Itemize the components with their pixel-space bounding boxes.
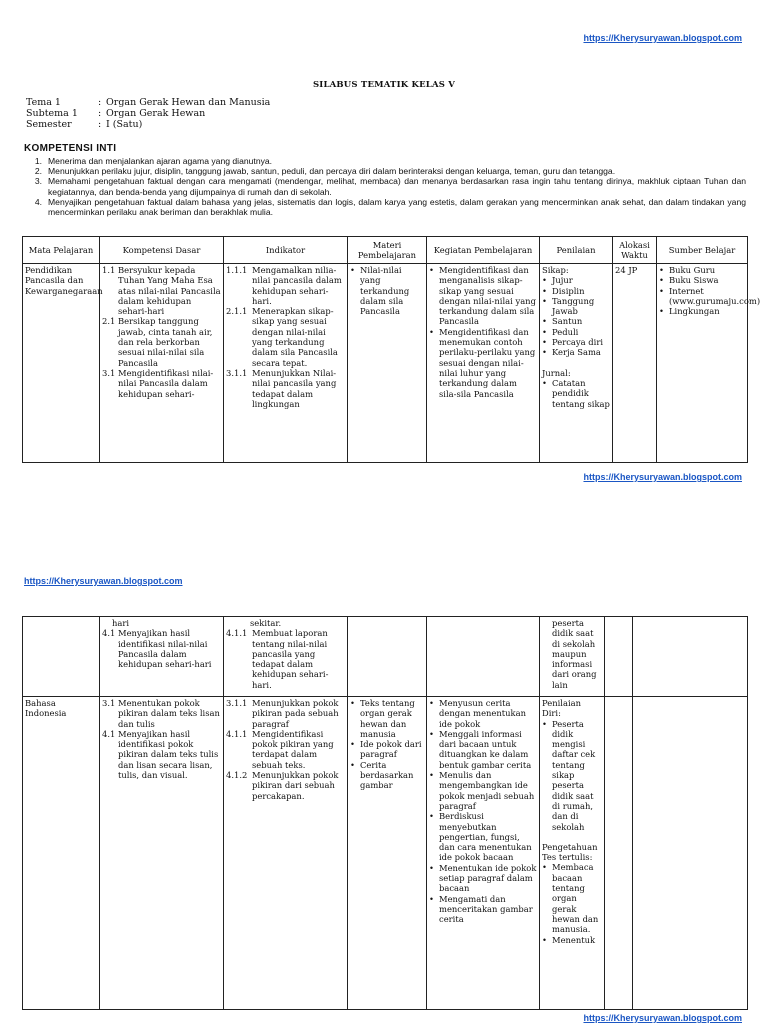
cell-penilaian (540, 264, 613, 463)
cell-alokasi: 24 JP (613, 264, 657, 463)
kegiatan-item (429, 729, 537, 770)
cell-kd (100, 264, 224, 463)
pengetahuan-label: Pengetahuan (542, 841, 598, 852)
blog-link-mid-left[interactable]: https://Kherysuryawan.blogspot.com (24, 576, 183, 586)
syllabus-table-page2 (22, 616, 748, 1010)
tes-item (542, 935, 602, 945)
kd-item-text: Menyajikan hasil identifikasi pokok pikiran dalam teks tulis dan lisan secara lisan, tulis, dan visual. (118, 728, 219, 781)
cell-indikator-cont: sekitar. 4.1.1 Membuat laporan tentang nilai-nilai pancasila yang tedapat dalam kehidupan sehari-hari. (224, 617, 348, 697)
sikap-item-text: Peduli (552, 326, 579, 337)
indikator-item (226, 306, 345, 368)
ki-item (24, 166, 746, 176)
indikator-item-num: 4.1.2 (226, 770, 248, 781)
kd-item-num: 1.1 (102, 265, 116, 275)
sumber-item-text: Lingkungan (669, 306, 720, 317)
cell-indikator (224, 264, 348, 463)
kd-item-num: 3.1 (102, 698, 116, 708)
ki-text: Menyajikan pengetahuan faktual dalam bahasa yang jelas, sistematis dan logis, dalam karya yang estetis, dalam gerakan yang mencerminkan anak sehat, dan dalam tindakan yang mencerminkan perilaku anak beriman dan berakhlak mulia. (48, 196, 746, 218)
blog-link-mid-right[interactable]: https://Kherysuryawan.blogspot.com (583, 472, 742, 482)
ki-heading: KOMPETENSI INTI (24, 143, 117, 154)
materi-item (350, 760, 424, 791)
sumber-item-text: Buku Guru (669, 265, 716, 275)
indikator-item-text: Mengamalkan nilia-nilai pancasila dalam kehidupan sehari-hari. (252, 265, 342, 306)
penilaian-diri-item-text: Peserta didik mengisi daftar cek tentang sikap peserta didik saat di rumah, dan di sekolah (552, 718, 596, 832)
kegiatan-item (429, 863, 537, 894)
ki-num: 3. (34, 176, 42, 187)
bullet-icon: • (429, 728, 434, 739)
ki-text: Menunjukkan perilaku jujur, disiplin, tanggung jawab, santun, peduli, dan percaya diri dalam berinteraksi dengan keluarga, teman, guru dan tetangga. (48, 166, 616, 177)
penilaian-diri-label: Penilaian Diri: (542, 698, 582, 719)
indikator-item-num: 4.1.1 (226, 628, 248, 639)
header-penilaian: Penilaian (540, 237, 613, 264)
table-row (23, 697, 748, 1010)
meta-sep: : (98, 97, 102, 108)
indikator-item-text: Menerapkan sikap-sikap yang sesuai dengan nilai-nilai yang terkandung dalam sila Pancasila secara tepat. (252, 306, 338, 368)
indikator-item-text: Mengidentifikasi pokok pikiran yang terdapat dalam sebuah teks. (252, 728, 334, 770)
kegiatan-item (429, 894, 537, 925)
bullet-icon: • (542, 326, 547, 337)
materi-item-text: Ide pokok dari paragraf (360, 739, 422, 760)
bullet-icon: • (350, 759, 355, 770)
meta-sep: : (98, 108, 102, 119)
sikap-item (542, 316, 610, 326)
meta-key: Subtema 1 (26, 108, 78, 119)
kd-item-text: Bersikap tanggung jawab, cinta tanah air, dan rela berkorban sesuai nilai-nilai sila Pancasila (118, 316, 213, 368)
sikap-item (542, 327, 610, 337)
indikator-item-text: Membuat laporan tentang nilai-nilai pancasila yang tedapat dalam kehidupan sehari-hari. (252, 628, 329, 690)
indikator-item (226, 698, 345, 729)
cell-materi (348, 697, 427, 1010)
kd-item-num: 2.1 (102, 316, 116, 327)
cell-penilaian (540, 697, 605, 1010)
cell-indikator (224, 697, 348, 1010)
jurnal-item (542, 378, 610, 409)
indikator-item-num: 4.1.1 (226, 728, 248, 739)
kd-item-text: Menyajikan hasil identifikasi nilai-nilai Pancasila dalam kehidupan sehari-hari (118, 628, 212, 670)
indikator-item-num: 3.1.1 (226, 367, 248, 378)
ki-item (24, 197, 746, 217)
sikap-item-text: Tanggung Jawab (552, 295, 595, 317)
sikap-item-text: Jujur (552, 275, 573, 286)
ki-item (24, 176, 746, 196)
kd-item (102, 265, 221, 316)
ki-num: 1. (34, 156, 42, 166)
ki-num: 2. (34, 166, 42, 177)
header-kegiatan: Kegiatan Pembelajaran (427, 237, 540, 264)
tes-label: Tes tertulis: (542, 852, 593, 863)
meta-key: Semester (26, 119, 72, 130)
bullet-icon: • (659, 275, 664, 286)
ki-item (24, 156, 746, 166)
kd-item (102, 368, 221, 399)
kd-item-num: 3.1 (102, 367, 116, 378)
kegiatan-item (429, 327, 537, 399)
table-row (23, 617, 748, 697)
bullet-icon: • (429, 811, 434, 822)
penilaian-jurnal-label: Jurnal: (542, 367, 571, 378)
materi-item (350, 739, 424, 760)
sumber-item (659, 265, 745, 275)
sikap-item (542, 337, 610, 347)
sumber-item (659, 275, 745, 285)
cell-materi (348, 264, 427, 463)
bullet-icon: • (350, 265, 355, 275)
sikap-item-text: Disiplin (552, 285, 585, 296)
ki-text: Menerima dan menjalankan ajaran agama yang dianutnya. (48, 156, 273, 166)
kd-item (102, 628, 221, 669)
indikator-item (226, 368, 345, 409)
materi-item-text: Nilai-nilai yang terkandung dalam sila Pancasila (360, 265, 410, 317)
indikator-item-text: Menunjukkan Nilai-nilai pancasila yang tedapat dalam lingkungan (252, 367, 337, 409)
kegiatan-item (429, 770, 537, 811)
kd-item-num: 4.1 (102, 728, 116, 739)
bullet-icon: • (542, 337, 547, 348)
cell-kd-cont: hari 4.1 Menyajikan hasil identifikasi nilai-nilai Pancasila dalam kehidupan sehari-hari (100, 617, 224, 697)
ki-num: 4. (34, 196, 42, 207)
indikator-item (226, 628, 345, 690)
kegiatan-item-text: Menentukan ide pokok setiap paragraf dalam bacaan (439, 862, 537, 894)
document-title: SILABUS TEMATIK KELAS V (312, 80, 456, 90)
bullet-icon: • (429, 265, 434, 275)
bullet-icon: • (429, 326, 434, 337)
header-materi: Materi Pembelajaran (348, 237, 427, 264)
ki-text: Memahami pengetahuan faktual dengan cara mengamati (mendengar, melihat, membaca) dan menanya berdasarkan rasa ingin tahu tentang dirinya, makhluk ciptaan Tuhan dan kegiatannya, dan benda-benda yang dijumpainya di rumah dan di sekolah. (48, 176, 746, 197)
bullet-icon: • (350, 739, 355, 750)
blog-link-top[interactable]: https://Kherysuryawan.blogspot.com (583, 33, 742, 43)
meta-value: I (Satu) (106, 119, 143, 130)
cell-kd (100, 697, 224, 1010)
blog-link-bottom[interactable]: https://Kherysuryawan.blogspot.com (583, 1013, 742, 1023)
meta-row (26, 108, 270, 119)
kd-item-text: Menentukan pokok pikiran dalam teks lisan dan tulis (118, 698, 220, 729)
bullet-icon: • (542, 295, 547, 306)
bullet-icon: • (350, 698, 355, 708)
header-indikator: Indikator (224, 237, 348, 264)
indikator-item (226, 729, 345, 770)
kd-item-text: Bersyukur kepada Tuhan Yang Maha Esa atas nilai-nilai Pancasila dalam kehidupan sehari-hari (118, 265, 221, 317)
kegiatan-item-text: Mengidentifikasi dan menemukan contoh perilaku-perilaku yang sesuai dengan nilai-nilai luhur yang terkandung dalam sila-sila Pancasila (439, 326, 536, 399)
indikator-item-num: 2.1.1 (226, 306, 248, 317)
bullet-icon: • (542, 934, 547, 945)
tes-item-text: Membaca bacaan tentang organ gerak hewan dan manusia. (552, 862, 599, 935)
kegiatan-item (429, 265, 537, 327)
jurnal-item-text: Catatan pendidik tentang sikap (552, 377, 610, 409)
kegiatan-item-text: Menulis dan mengembangkan ide pokok menjadi sebuah paragraf (439, 770, 535, 811)
header-sumber: Sumber Belajar (657, 237, 748, 264)
bullet-icon: • (429, 862, 434, 873)
indikator-item-text: Menunjukkan pokok pikiran pada sebuah paragraf (252, 698, 339, 729)
bullet-icon: • (659, 306, 664, 317)
bullet-icon: • (542, 862, 547, 873)
meta-value: Organ Gerak Hewan (106, 108, 206, 119)
bullet-icon: • (542, 275, 547, 286)
table-row (23, 264, 748, 463)
kd-item-num: 4.1 (102, 628, 116, 639)
table-header-row (23, 237, 748, 264)
sikap-item (542, 296, 610, 317)
sumber-item-text: Buku Siswa (669, 275, 719, 286)
sikap-item-text: Kerja Sama (552, 347, 601, 358)
sikap-item-text: Santun (552, 316, 583, 327)
indikator-item (226, 770, 345, 801)
syllabus-table-page1 (22, 236, 761, 463)
bullet-icon: • (659, 285, 664, 296)
sikap-item (542, 286, 610, 296)
meta-sep: : (98, 119, 102, 130)
bullet-icon: • (659, 265, 664, 275)
bullet-icon: • (542, 285, 547, 296)
sumber-item-text: Internet (www.gurumaju.com) (669, 285, 761, 306)
bullet-icon: • (542, 718, 547, 729)
meta-row (26, 119, 270, 130)
sikap-item-text: Percaya diri (552, 337, 604, 348)
meta-block (26, 97, 270, 130)
cell-sumber (657, 264, 761, 463)
ki-list (24, 156, 746, 217)
bullet-icon: • (542, 316, 547, 327)
cell-kegiatan (427, 697, 540, 1010)
cell-penilaian-cont: peserta didik saat di sekolah maupun informasi dari orang lain (540, 617, 605, 697)
sumber-item (659, 285, 761, 307)
kd-item-text: Mengidentifikasi nilai-nilai Pancasila dalam kehidupan sehari- (118, 367, 214, 399)
bullet-icon: • (429, 893, 434, 904)
meta-value: Organ Gerak Hewan dan Manusia (106, 97, 271, 108)
bullet-icon: • (429, 698, 434, 708)
indikator-item-num: 1.1.1 (226, 265, 248, 275)
kegiatan-item-text: Mengamati dan menceritakan gambar cerita (439, 893, 533, 925)
meta-key: Tema 1 (26, 97, 61, 108)
kd-item (102, 729, 221, 780)
kegiatan-item-text: Berdiskusi menyebutkan pengertian, fungsi, dan cara menentukan ide pokok bacaan (439, 811, 532, 863)
bullet-icon: • (429, 770, 434, 781)
materi-item-text: Teks tentang organ gerak hewan dan manusia (360, 698, 415, 739)
kegiatan-item-text: Menggali informasi dari bacaan untuk dituangkan ke dalam bentuk gambar cerita (439, 728, 532, 770)
materi-item (350, 698, 424, 739)
indikator-item-num: 3.1.1 (226, 698, 248, 708)
penilaian-diri-item (542, 719, 602, 832)
kegiatan-item-text: Menyusun cerita dengan menentukan ide pokok (439, 698, 526, 729)
kd-item (102, 316, 221, 367)
header-kd: Kompetensi Dasar (100, 237, 224, 264)
sikap-item (542, 275, 610, 285)
indikator-item-text: Menunjukkan pokok pikiran dari sebuah percakapan. (252, 770, 339, 801)
materi-item-text: Cerita berdasarkan gambar (360, 759, 414, 791)
penilaian-sikap-label: Sikap: (542, 265, 569, 275)
sumber-item (659, 306, 745, 316)
bullet-icon: • (542, 347, 547, 358)
sikap-item (542, 347, 610, 357)
header-mapel: Mata Pelajaran (23, 237, 100, 264)
kegiatan-item (429, 698, 537, 729)
tes-item (542, 862, 602, 934)
kegiatan-item-text: Mengidentifikasi dan menganalisis sikap-sikap yang sesuai dengan nilai-nilai yang terkandung dalam sila Pancasila (439, 265, 536, 327)
meta-row (26, 97, 270, 108)
cell-kegiatan (427, 264, 540, 463)
kd-item (102, 698, 221, 729)
tes-item-text: Menentuk (552, 934, 596, 945)
header-alokasi: Alokasi Waktu (613, 237, 657, 264)
bullet-icon: • (542, 377, 547, 388)
cell-mapel: Bahasa Indonesia (23, 697, 100, 1010)
cell-mapel: Pendidikan Pancasila dan Kewarganegaraan (23, 264, 100, 463)
kegiatan-item (429, 811, 537, 862)
indikator-item (226, 265, 345, 306)
materi-item (350, 265, 424, 316)
